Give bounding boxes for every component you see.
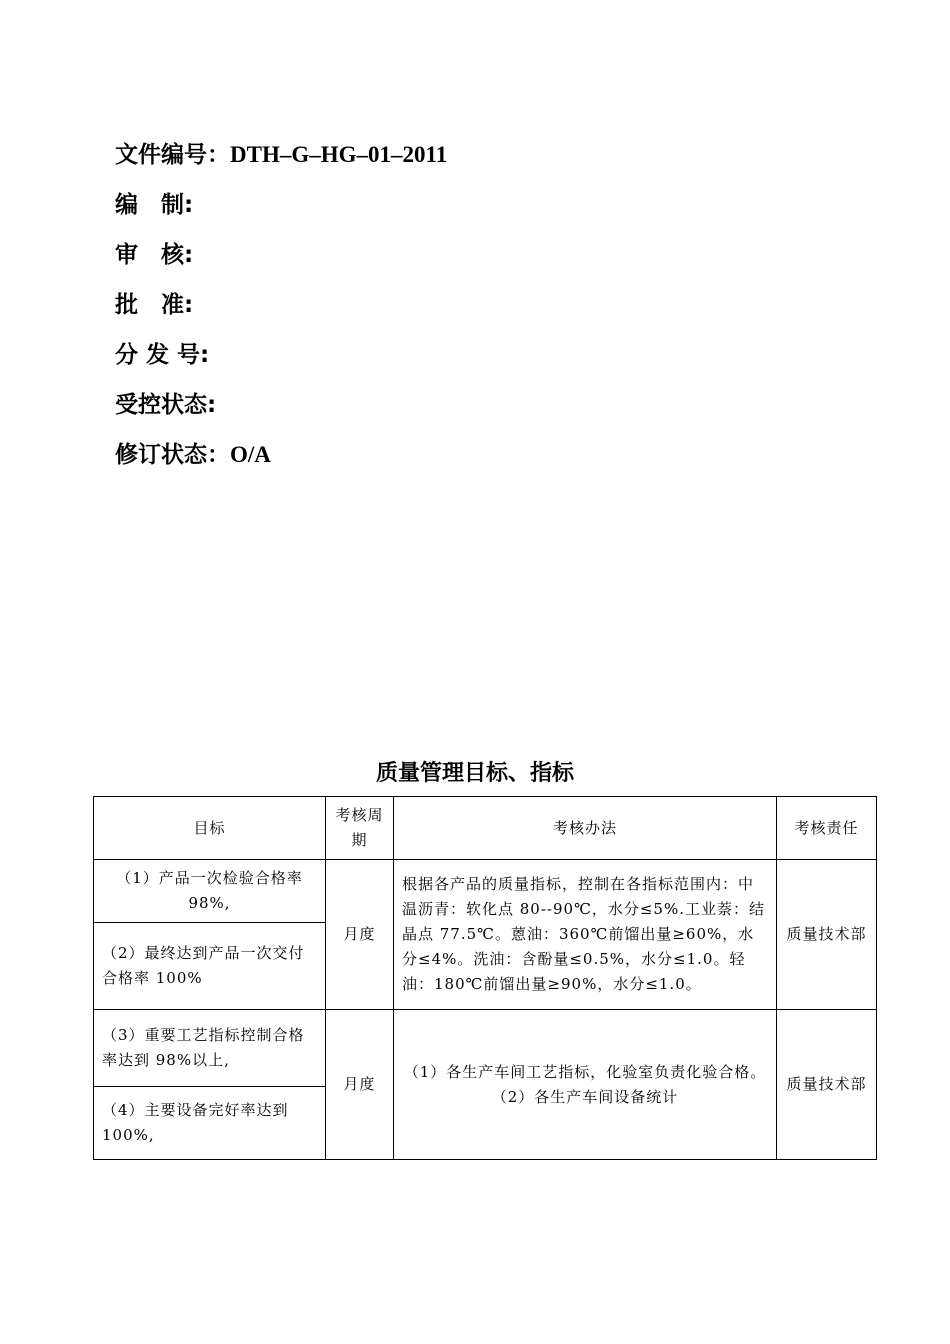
table-title: 质量管理目标、指标 xyxy=(375,761,574,786)
header-target: 目标 xyxy=(94,797,326,860)
header-method: 考核办法 xyxy=(394,797,777,860)
revision-status-value: O/A xyxy=(230,442,271,467)
period-cell: 月度 xyxy=(326,1010,394,1160)
table-row xyxy=(94,1010,877,1087)
method-cell: （1）各生产车间工艺指标，化验室负责化验合格。（2）各生产车间设备统计 xyxy=(394,1010,777,1160)
document-meta xyxy=(115,130,447,480)
reviewed-by-row: 审 核: xyxy=(115,242,194,268)
control-status-row: 受控状态: xyxy=(115,392,217,418)
header-responsibility: 考核责任 xyxy=(777,797,877,860)
responsibility-cell: 质量技术部 xyxy=(777,860,877,1010)
target-cell: （2）最终达到产品一次交付合格率 100% xyxy=(94,923,326,1010)
period-cell: 月度 xyxy=(326,860,394,1010)
responsibility-cell: 质量技术部 xyxy=(777,1010,877,1160)
quality-goals-table xyxy=(93,796,877,1160)
method-cell: 根据各产品的质量指标，控制在各指标范围内：中温沥青：软化点 80--90℃，水分≤5%.工业萘：结晶点 77.5℃。蒽油：360℃前馏出量≥60%，水分≤4%。洗油：含酚量≤0.5%，水分≤1.0。轻油：180℃前馏出量≥90%，水分≤1.0。 xyxy=(394,860,777,1010)
doc-number-row xyxy=(115,130,447,180)
approved-by-row: 批 准: xyxy=(115,292,194,318)
doc-number-value: DTH–G–HG–01–2011 xyxy=(230,142,448,167)
table-header-row xyxy=(94,797,877,860)
revision-status-label: 修订状态： xyxy=(115,442,230,468)
prepared-by-row: 编 制: xyxy=(115,192,194,218)
target-cell: （1）产品一次检验合格率 98%, xyxy=(94,860,326,923)
revision-status-row xyxy=(115,430,447,480)
header-period: 考核周期 xyxy=(326,797,394,860)
target-cell: （3）重要工艺指标控制合格率达到 98%以上, xyxy=(94,1010,326,1087)
table-row xyxy=(94,860,877,923)
doc-number-label: 文件编号： xyxy=(115,142,230,168)
target-cell: （4）主要设备完好率达到 100%, xyxy=(94,1087,326,1160)
distribution-number-row: 分 发 号: xyxy=(115,342,210,368)
